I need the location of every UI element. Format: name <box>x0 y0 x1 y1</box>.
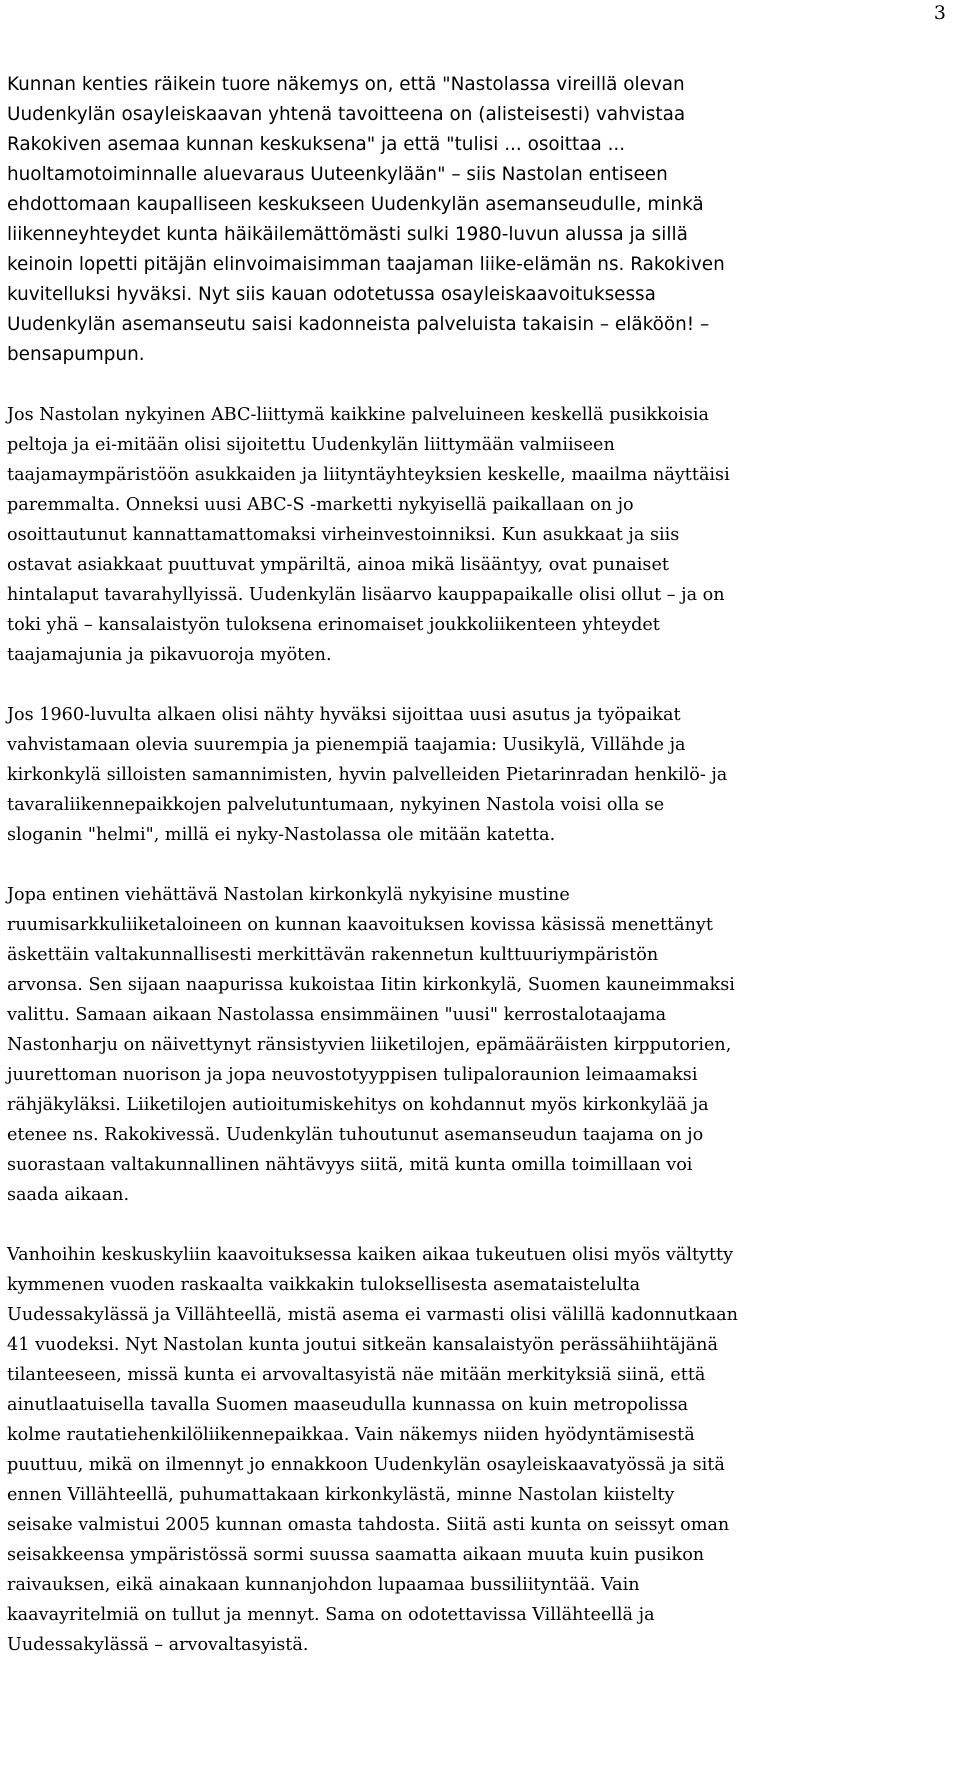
text-line: saada aikaan. <box>7 1185 130 1205</box>
text-line: kolme rautatiehenkilöliikennepaikkaa. Vain näkemys niiden hyödyntämisestä <box>7 1425 695 1445</box>
text-line: ainutlaatuisella tavalla Suomen maaseudulla kunnassa on kuin metropolissa <box>7 1395 689 1415</box>
text-line: kuvitelluksi hyväksi. Nyt siis kauan odotetussa osayleiskaavoituksessa <box>7 284 656 305</box>
text-line: kirkonkylä silloisten samannimisten, hyvin palvelleiden Pietarinradan henkilö- ja <box>7 765 728 785</box>
text-line: Nastonharju on näivettynyt ränsistyvien liiketilojen, epämääräisten kirpputorien, <box>7 1035 732 1055</box>
paragraph-5 <box>7 1240 947 1660</box>
text-line: peltoja ja ei-mitään olisi sijoitettu Uudenkylän liittymään valmiiseen <box>7 435 615 455</box>
text-line: sloganin "helmi", millä ei nyky-Nastolassa ole mitään katetta. <box>7 825 556 845</box>
text-line: taajamaympäristöön asukkaiden ja liityntäyhteyksien keskelle, maailma näyttäisi <box>7 465 730 485</box>
text-line: bensapumpun. <box>7 344 145 365</box>
text-line: äskettäin valtakunnallisesti merkittävän rakennetun kulttuuriympäristön <box>7 945 659 965</box>
text-line: ehdottomaan kaupalliseen keskukseen Uudenkylän asemanseudulle, minkä <box>7 194 704 215</box>
text-line: Jopa entinen viehättävä Nastolan kirkonkylä nykyisine mustine <box>7 885 570 905</box>
paragraph-2 <box>7 400 947 670</box>
text-line: taajamajunia ja pikavuoroja myöten. <box>7 645 332 665</box>
text-line: arvonsa. Sen sijaan naapurissa kukoistaa Iitin kirkonkylä, Suomen kauneimmaksi <box>7 975 735 995</box>
document-body <box>7 70 947 1690</box>
text-line: Jos 1960-luvulta alkaen olisi nähty hyväksi sijoittaa uusi asutus ja työpaikat <box>7 705 681 725</box>
text-line: Uudessakylässä – arvovaltasyistä. <box>7 1635 309 1655</box>
text-line: tavaraliikennepaikkojen palvelutuntumaan, nykyinen Nastola voisi olla se <box>7 795 665 815</box>
text-line: liikenneyhteydet kunta häikäilemättömästi sulki 1980-luvun alussa ja sillä <box>7 224 688 245</box>
text-line: 41 vuodeksi. Nyt Nastolan kunta joutui sitkeän kansalaistyön perässähiihtäjänä <box>7 1335 718 1355</box>
text-line: etenee ns. Rakokivessä. Uudenkylän tuhoutunut asemanseudun taajama on jo <box>7 1125 704 1145</box>
text-line: ruumisarkkuliiketaloineen on kunnan kaavoituksen kovissa käsissä menettänyt <box>7 915 713 935</box>
text-line: Uudenkylän asemanseutu saisi kadonneista palveluista takaisin – eläköön! – <box>7 314 710 335</box>
text-line: kaavayritelmiä on tullut ja mennyt. Sama on odotettavissa Villähteellä ja <box>7 1605 655 1625</box>
text-line: huoltamotoiminnalle aluevaraus Uuteenkylään" – siis Nastolan entiseen <box>7 164 668 185</box>
text-line: suorastaan valtakunnallinen nähtävyys siitä, mitä kunta omilla toimillaan voi <box>7 1155 693 1175</box>
text-line: kymmenen vuoden raskaalta vaikkakin tuloksellisesta asemataistelulta <box>7 1275 641 1295</box>
text-line: Jos Nastolan nykyinen ABC-liittymä kaikkine palveluineen keskellä pusikkoisia <box>7 405 710 425</box>
text-line: rähjäkyläksi. Liiketilojen autioitumiskehitys on kohdannut myös kirkonkylää ja <box>7 1095 709 1115</box>
text-line: osoittautunut kannattamattomaksi virheinvestoinniksi. Kun asukkaat ja siis <box>7 525 680 545</box>
text-line: hintalaput tavarahyllyissä. Uudenkylän lisäarvo kauppapaikalle olisi ollut – ja on <box>7 585 725 605</box>
text-line: Rakokiven asemaa kunnan keskuksena" ja että "tulisi ... osoittaa ... <box>7 134 626 155</box>
paragraph-4 <box>7 880 947 1210</box>
text-line: seisake valmistui 2005 kunnan omasta tahdosta. Siitä asti kunta on seissyt oman <box>7 1515 730 1535</box>
text-line: raivauksen, eikä ainakaan kunnanjohdon lupaamaa bussiliityntää. Vain <box>7 1575 640 1595</box>
text-line: puuttuu, mikä on ilmennyt jo ennakkoon Uudenkylän osayleiskaavatyössä ja sitä <box>7 1455 725 1475</box>
text-line: ennen Villähteellä, puhumattakaan kirkonkylästä, minne Nastolan kiistelty <box>7 1485 675 1505</box>
paragraph-1 <box>7 70 947 370</box>
text-line: Uudessakylässä ja Villähteellä, mistä asema ei varmasti olisi välillä kadonnutkaan <box>7 1305 738 1325</box>
text-line: valittu. Samaan aikaan Nastolassa ensimmäinen "uusi" kerrostalotaajama <box>7 1005 667 1025</box>
text-line: juurettoman nuorison ja jopa neuvostotyyppisen tulipaloraunion leimaamaksi <box>7 1065 698 1085</box>
text-line: paremmalta. Onneksi uusi ABC-S -marketti nykyisellä paikallaan on jo <box>7 495 634 515</box>
text-line: vahvistamaan olevia suurempia ja pienempiä taajamia: Uusikylä, Villähde ja <box>7 735 686 755</box>
text-line: ostavat asiakkaat puuttuvat ympäriltä, ainoa mikä lisääntyy, ovat punaiset <box>7 555 669 575</box>
text-line: Kunnan kenties räikein tuore näkemys on, että "Nastolassa vireillä olevan <box>7 74 685 95</box>
paragraph-3 <box>7 700 947 850</box>
text-line: Vanhoihin keskuskyliin kaavoituksessa kaiken aikaa tukeutuen olisi myös vältytty <box>7 1245 734 1265</box>
text-line: Uudenkylän osayleiskaavan yhtenä tavoitteena on (alisteisesti) vahvistaa <box>7 104 686 125</box>
text-line: tilanteeseen, missä kunta ei arvovaltasyistä näe mitään merkityksiä siinä, että <box>7 1365 706 1385</box>
page-number: 3 <box>933 2 946 24</box>
text-line: seisakkeensa ympäristössä sormi suussa saamatta aikaan muuta kuin pusikon <box>7 1545 705 1565</box>
text-line: toki yhä – kansalaistyön tuloksena erinomaiset joukkoliikenteen yhteydet <box>7 615 660 635</box>
text-line: keinoin lopetti pitäjän elinvoimaisimman taajaman liike-elämän ns. Rakokiven <box>7 254 725 275</box>
